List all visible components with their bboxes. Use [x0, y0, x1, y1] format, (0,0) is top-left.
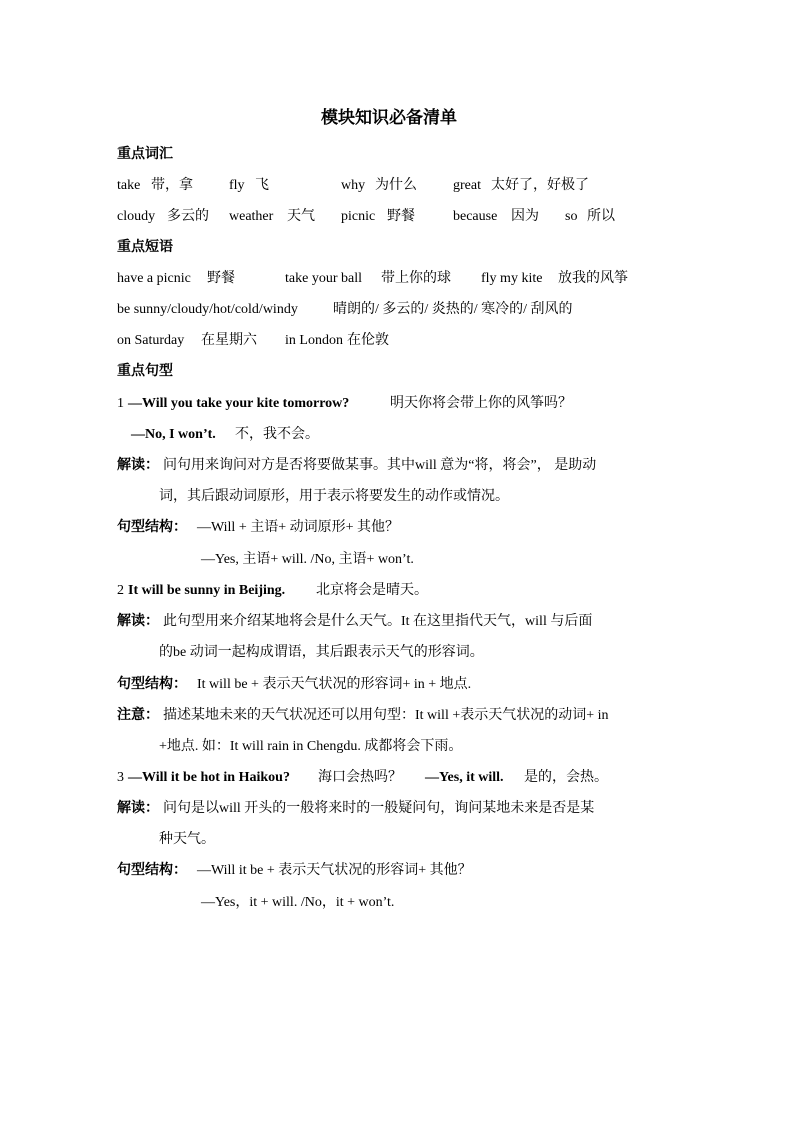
phrases-heading: 重点短语: [117, 240, 173, 255]
sentence-en: —Will you take your kite tomorrow?: [128, 396, 350, 411]
explanation-label: 解读：: [117, 458, 159, 473]
structure-label: 句型结构：: [117, 677, 187, 692]
structure-text: It will be + 表示天气状况的形容词+ in + 地点.: [197, 677, 472, 692]
explanation-text: 此句型用来介绍某地将会是什么天气。It 在这里指代天气，will 与后面: [163, 614, 593, 629]
phrase-zh: 放我的风筝: [558, 271, 628, 286]
vocab-zh: 飞: [255, 178, 269, 193]
explanation-text: 问句用来询问对方是否将要做某事。其中will 意为“将，将会”， 是助动: [163, 458, 597, 473]
sentence-2-note-cont: +地点. 如：It will rain in Chengdu. 成都将会下雨。: [159, 739, 463, 754]
phrase-zh: 在伦敦: [347, 333, 389, 348]
sentence-en: It will be sunny in Beijing.: [128, 583, 286, 598]
sentence-zh: 海口会热吗？: [318, 770, 402, 785]
sentence-number: 1: [117, 396, 124, 411]
phrase-en: take your ball: [285, 271, 362, 286]
vocab-en: fly: [229, 178, 245, 193]
vocab-en: so: [565, 209, 578, 224]
phrase-en: in London: [285, 333, 343, 348]
vocab-en: because: [453, 209, 498, 224]
vocab-en: take: [117, 178, 141, 193]
sentence-zh: 不，我不会。: [235, 427, 319, 442]
sentence-number: 3: [117, 770, 124, 785]
explanation-text: 问句是以will 开头的一般将来时的一般疑问句，询问某地未来是否是某: [163, 801, 595, 816]
structure-label: 句型结构：: [117, 520, 187, 535]
sentence-zh: 北京将会是晴天。: [316, 583, 428, 598]
phrase-en: fly my kite: [481, 271, 543, 286]
vocab-en: weather: [229, 209, 274, 224]
note-text: 描述某地未来的天气状况还可以用句型：It will +表示天气状况的动词+ in: [163, 708, 609, 723]
sentence-zh: 明天你将会带上你的风筝吗？: [390, 396, 572, 411]
vocab-heading: 重点词汇: [117, 147, 173, 162]
structure-label: 句型结构：: [117, 863, 187, 878]
structure-text: —Will it be + 表示天气状况的形容词+ 其他？: [197, 863, 472, 878]
vocab-zh: 多云的: [167, 209, 209, 224]
sentence-zh: 是的，会热。: [524, 770, 608, 785]
phrase-en: have a picnic: [117, 271, 191, 286]
sentence-1-explanation-cont: 词，其后跟动词原形，用于表示将要发生的动作或情况。: [159, 489, 509, 504]
structure-text: —Will + 主语+ 动词原形+ 其他？: [197, 520, 400, 535]
phrase-en: be sunny/cloudy/hot/cold/windy: [117, 302, 298, 317]
phrase-en: on Saturday: [117, 333, 185, 348]
sentence-3-explanation-cont: 种天气。: [159, 832, 215, 847]
vocab-zh: 所以: [587, 209, 615, 224]
page-title: 模块知识必备清单: [321, 108, 457, 127]
sentence-3-structure-answer: —Yes，it + will. /No，it + won’t.: [201, 895, 395, 910]
vocab-zh: 带，拿: [151, 178, 193, 193]
vocab-zh: 野餐: [387, 209, 415, 224]
sentences-heading: 重点句型: [117, 364, 173, 379]
explanation-label: 解读：: [117, 614, 159, 629]
sentence-number: 2: [117, 583, 124, 598]
sentence-en: —Yes, it will.: [425, 770, 504, 785]
sentence-en: —Will it be hot in Haikou?: [128, 770, 290, 785]
sentence-en: —No, I won’t.: [131, 427, 216, 442]
vocab-en: picnic: [341, 209, 376, 224]
sentence-2-explanation-cont: 的be 动词一起构成谓语，其后跟表示天气的形容词。: [159, 645, 484, 660]
vocab-en: cloudy: [117, 209, 156, 224]
phrase-zh: 在星期六: [201, 333, 257, 348]
vocab-zh: 太好了，好极了: [491, 178, 589, 193]
phrase-zh: 带上你的球: [381, 271, 451, 286]
vocab-en: why: [341, 178, 366, 193]
sentence-1-structure-answer: —Yes, 主语+ will. /No, 主语+ won’t.: [201, 552, 414, 567]
phrase-zh: 晴朗的/ 多云的/ 炎热的/ 寒冷的/ 刮风的: [333, 302, 573, 317]
vocab-zh: 天气: [287, 209, 315, 224]
vocab-zh: 为什么: [375, 178, 417, 193]
note-label: 注意：: [117, 708, 159, 723]
explanation-label: 解读：: [117, 801, 159, 816]
vocab-en: great: [453, 178, 481, 193]
vocab-zh: 因为: [511, 209, 539, 224]
phrase-zh: 野餐: [207, 271, 235, 286]
